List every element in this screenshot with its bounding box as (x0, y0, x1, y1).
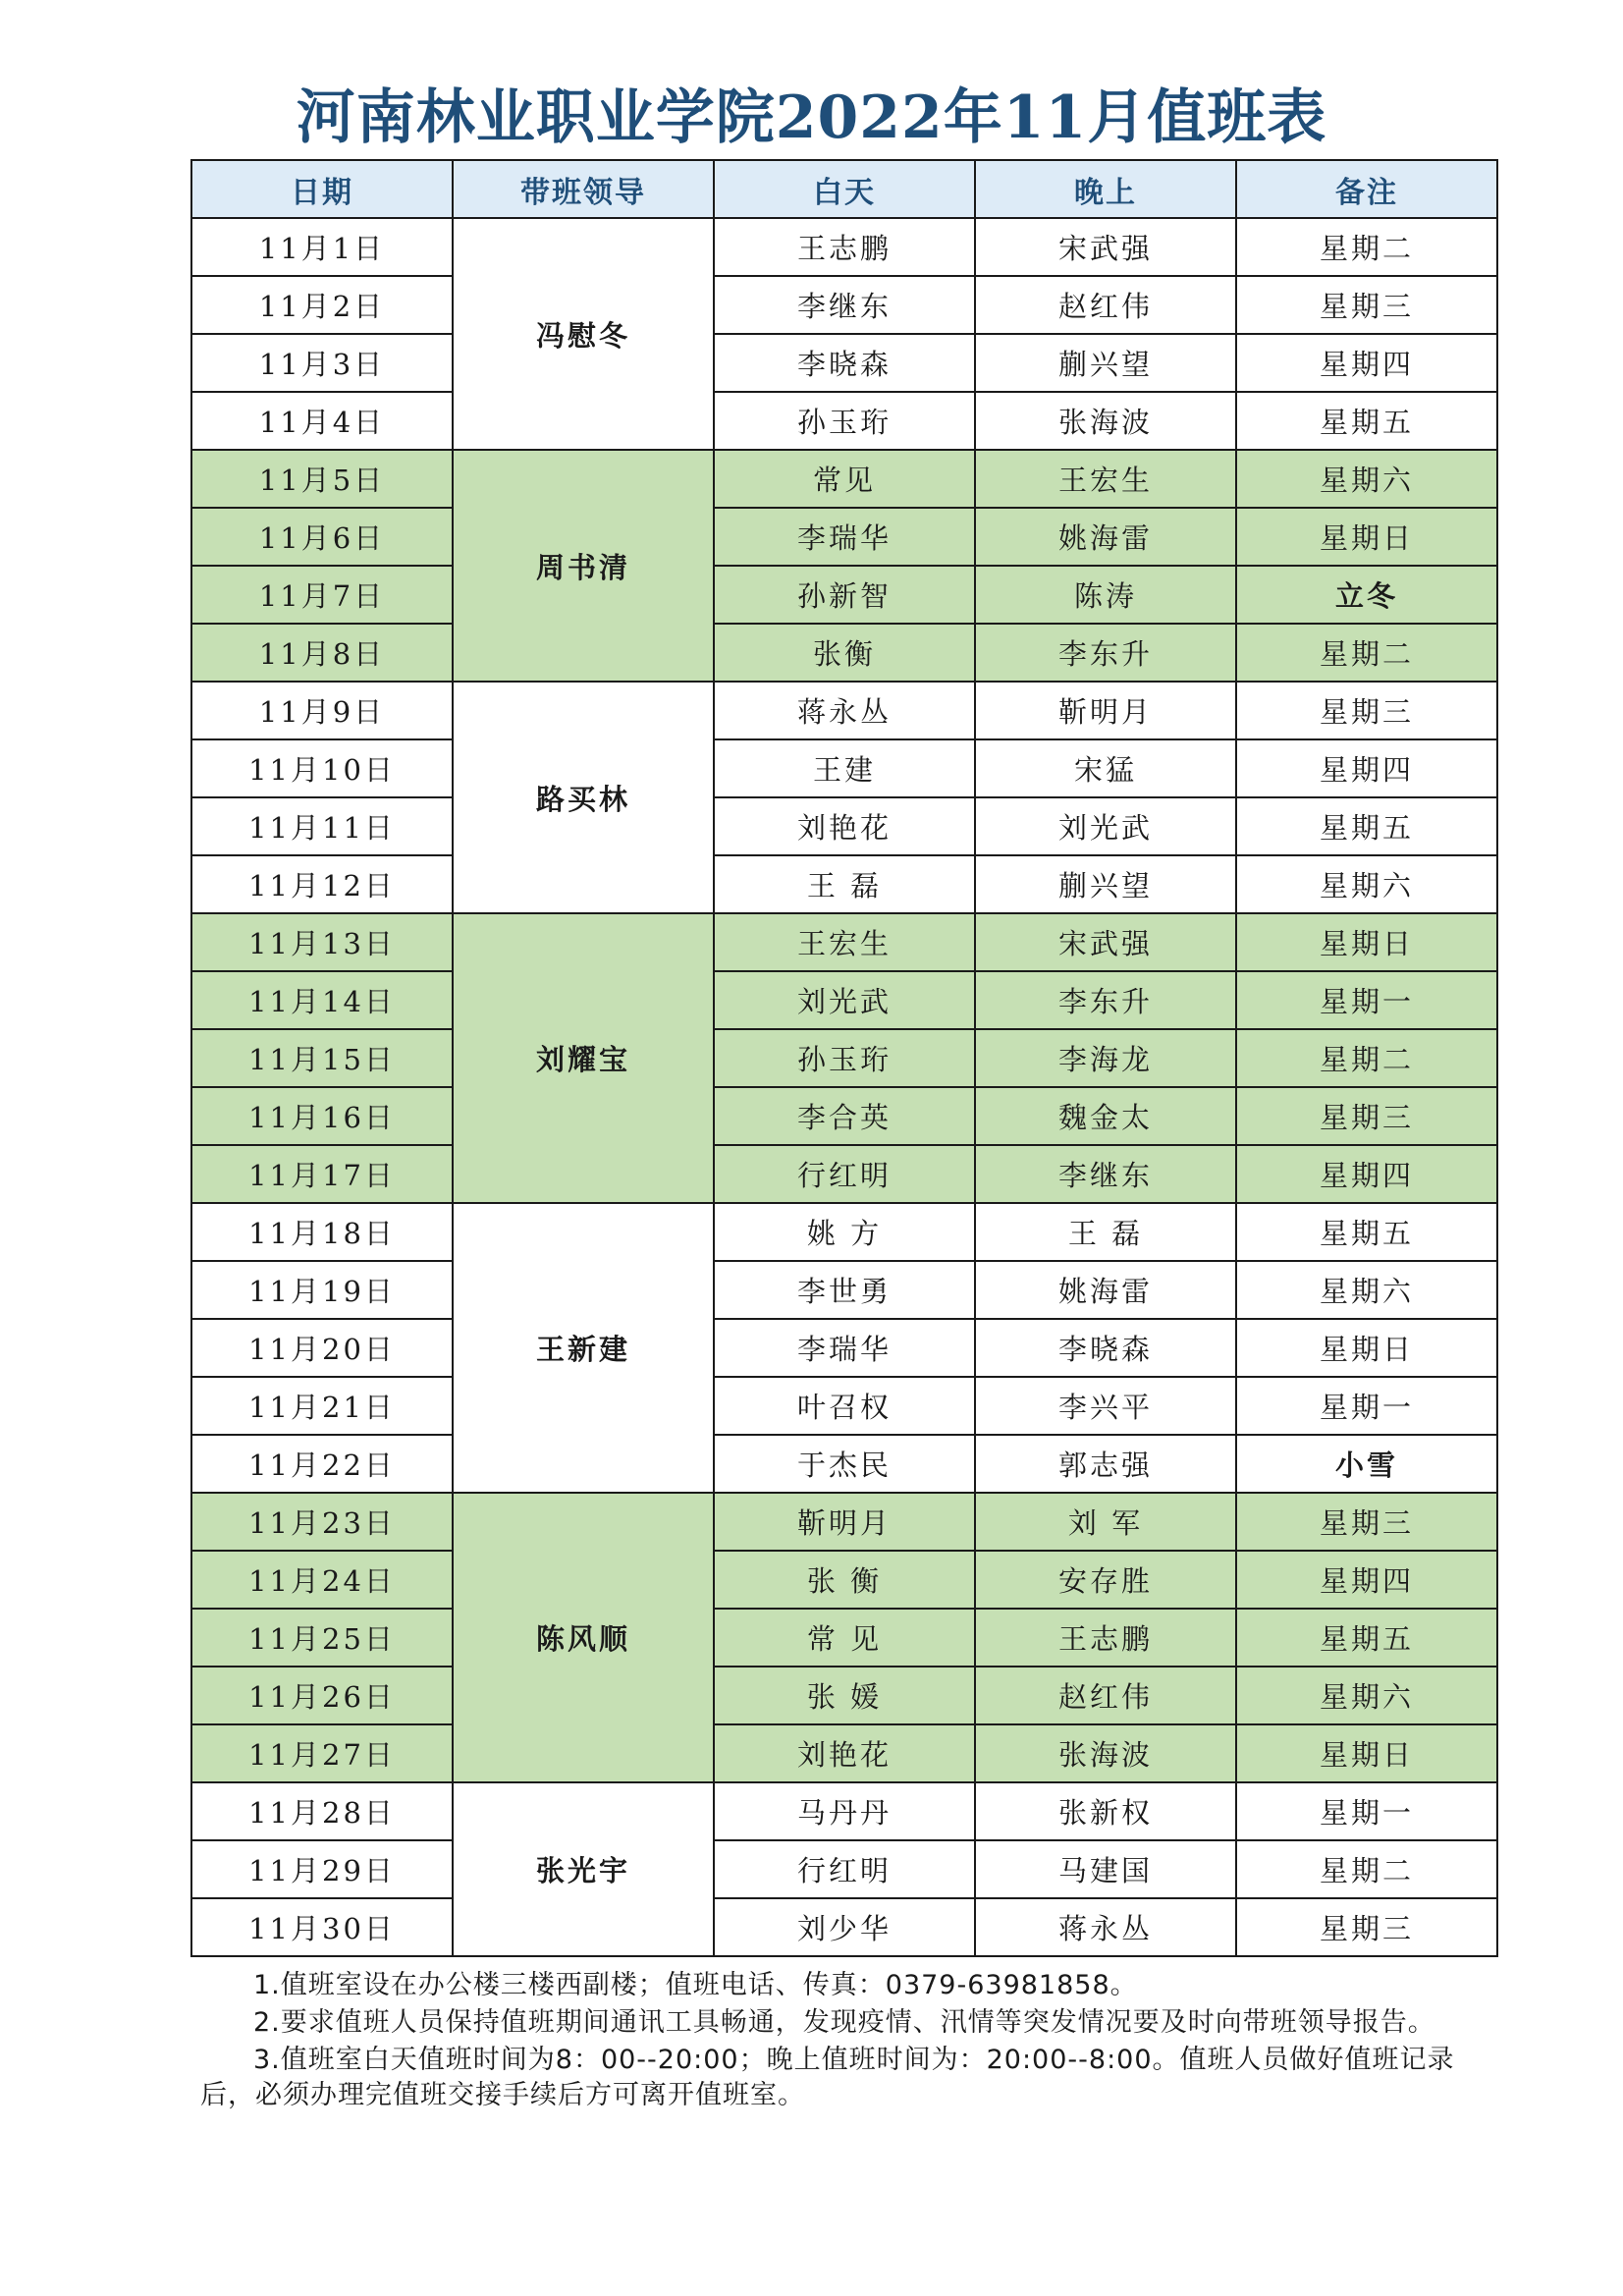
note-cell: 星期二 (1236, 1029, 1497, 1087)
note-cell: 星期四 (1236, 1145, 1497, 1203)
date-cell: 11月16日 (191, 1087, 453, 1145)
table-row (191, 739, 1497, 797)
day-shift-cell: 蒋永丛 (714, 682, 975, 739)
day-shift-cell: 刘少华 (714, 1898, 975, 1956)
night-shift-cell: 姚海雷 (975, 1261, 1236, 1319)
night-shift-cell: 李东升 (975, 971, 1236, 1029)
note-cell: 立冬 (1236, 566, 1497, 624)
table-row (191, 971, 1497, 1029)
day-shift-cell: 姚 方 (714, 1203, 975, 1261)
day-shift-cell: 李瑞华 (714, 1319, 975, 1377)
night-shift-cell: 王 磊 (975, 1203, 1236, 1261)
note-1: 1.值班室设在办公楼三楼西副楼；值班电话、传真：0379-63981858。 (253, 1970, 1138, 2000)
table-row (191, 855, 1497, 913)
note-cell: 星期一 (1236, 971, 1497, 1029)
night-shift-cell: 蒋永丛 (975, 1898, 1236, 1956)
note-cell: 星期四 (1236, 334, 1497, 392)
night-shift-cell: 李海龙 (975, 1029, 1236, 1087)
night-shift-cell: 张海波 (975, 1724, 1236, 1782)
date-cell: 11月26日 (191, 1667, 453, 1724)
table-row (191, 1145, 1497, 1203)
day-shift-cell: 王 磊 (714, 855, 975, 913)
day-shift-cell: 李继东 (714, 276, 975, 334)
day-shift-cell: 王建 (714, 739, 975, 797)
table-row (191, 1377, 1497, 1435)
leader-cell: 冯慰冬 (453, 218, 714, 450)
table-row (191, 1898, 1497, 1956)
day-shift-cell: 王宏生 (714, 913, 975, 971)
table-row (191, 624, 1497, 682)
leader-cell: 周书清 (453, 450, 714, 682)
night-shift-cell: 宋武强 (975, 218, 1236, 276)
header-night-shift: 晚上 (975, 160, 1236, 218)
night-shift-cell: 王志鹏 (975, 1609, 1236, 1667)
day-shift-cell: 靳明月 (714, 1493, 975, 1551)
day-shift-cell: 王志鹏 (714, 218, 975, 276)
night-shift-cell: 赵红伟 (975, 276, 1236, 334)
date-cell: 11月22日 (191, 1435, 453, 1493)
day-shift-cell: 刘光武 (714, 971, 975, 1029)
table-row (191, 1087, 1497, 1145)
note-cell: 星期一 (1236, 1782, 1497, 1840)
table-row (191, 508, 1497, 566)
day-shift-cell: 于杰民 (714, 1435, 975, 1493)
date-cell: 11月4日 (191, 392, 453, 450)
date-cell: 11月23日 (191, 1493, 453, 1551)
day-shift-cell: 李瑞华 (714, 508, 975, 566)
leader-cell: 张光宇 (453, 1782, 714, 1956)
table-row (191, 1840, 1497, 1898)
header-note: 备注 (1236, 160, 1497, 218)
note-cell: 星期日 (1236, 1724, 1497, 1782)
header-date: 日期 (191, 160, 453, 218)
day-shift-cell: 张衡 (714, 624, 975, 682)
date-cell: 11月25日 (191, 1609, 453, 1667)
night-shift-cell: 李继东 (975, 1145, 1236, 1203)
date-cell: 11月12日 (191, 855, 453, 913)
table-body (191, 218, 1497, 1956)
table-row (191, 276, 1497, 334)
table-row (191, 1203, 1497, 1261)
note-cell: 星期三 (1236, 1087, 1497, 1145)
date-cell: 11月15日 (191, 1029, 453, 1087)
date-cell: 11月11日 (191, 797, 453, 855)
date-cell: 11月2日 (191, 276, 453, 334)
day-shift-cell: 常见 (714, 450, 975, 508)
leader-cell: 王新建 (453, 1203, 714, 1493)
note-cell: 星期三 (1236, 1898, 1497, 1956)
night-shift-cell: 李兴平 (975, 1377, 1236, 1435)
note-3: 3.值班室白天值班时间为8：00--20:00；晚上值班时间为：20:00--8:00。值班人员做好值班记录后，必须办理完值班交接手续后方可离开值班室。 (200, 2045, 1455, 2110)
date-cell: 11月24日 (191, 1551, 453, 1609)
day-shift-cell: 李世勇 (714, 1261, 975, 1319)
table-row (191, 913, 1497, 971)
day-shift-cell: 刘艳花 (714, 797, 975, 855)
date-cell: 11月8日 (191, 624, 453, 682)
day-shift-cell: 行红明 (714, 1840, 975, 1898)
date-cell: 11月21日 (191, 1377, 453, 1435)
notes-section (200, 1968, 1492, 2115)
day-shift-cell: 张 媛 (714, 1667, 975, 1724)
night-shift-cell: 宋武强 (975, 913, 1236, 971)
table-row (191, 1435, 1497, 1493)
table-row (191, 1609, 1497, 1667)
table-row (191, 1551, 1497, 1609)
night-shift-cell: 马建国 (975, 1840, 1236, 1898)
note-cell: 星期六 (1236, 450, 1497, 508)
note-2: 2.要求值班人员保持值班期间通讯工具畅通，发现疫情、汛情等突发情况要及时向带班领导报告。 (253, 2007, 1435, 2038)
note-cell: 星期六 (1236, 855, 1497, 913)
note-cell: 星期五 (1236, 392, 1497, 450)
date-cell: 11月30日 (191, 1898, 453, 1956)
leader-cell: 路买林 (453, 682, 714, 913)
table-row (191, 1493, 1497, 1551)
night-shift-cell: 姚海雷 (975, 508, 1236, 566)
header-day-shift: 白天 (714, 160, 975, 218)
date-cell: 11月17日 (191, 1145, 453, 1203)
table-row (191, 1319, 1497, 1377)
note-cell: 星期六 (1236, 1261, 1497, 1319)
leader-cell: 陈风顺 (453, 1493, 714, 1782)
day-shift-cell: 李晓森 (714, 334, 975, 392)
table-row (191, 797, 1497, 855)
note-cell: 星期四 (1236, 739, 1497, 797)
date-cell: 11月1日 (191, 218, 453, 276)
note-cell: 星期日 (1236, 913, 1497, 971)
date-cell: 11月10日 (191, 739, 453, 797)
note-cell: 星期二 (1236, 218, 1497, 276)
night-shift-cell: 陈涛 (975, 566, 1236, 624)
note-cell: 星期三 (1236, 1493, 1497, 1551)
day-shift-cell: 常 见 (714, 1609, 975, 1667)
night-shift-cell: 李东升 (975, 624, 1236, 682)
table-header-row (191, 160, 1497, 218)
date-cell: 11月7日 (191, 566, 453, 624)
date-cell: 11月27日 (191, 1724, 453, 1782)
night-shift-cell: 刘光武 (975, 797, 1236, 855)
note-cell: 星期二 (1236, 1840, 1497, 1898)
date-cell: 11月5日 (191, 450, 453, 508)
table-row (191, 682, 1497, 739)
night-shift-cell: 宋猛 (975, 739, 1236, 797)
date-cell: 11月19日 (191, 1261, 453, 1319)
note-cell: 星期一 (1236, 1377, 1497, 1435)
night-shift-cell: 魏金太 (975, 1087, 1236, 1145)
table-row (191, 1782, 1497, 1840)
page-title: 河南林业职业学院2022年11月值班表 (296, 83, 1327, 152)
date-cell: 11月14日 (191, 971, 453, 1029)
date-cell: 11月9日 (191, 682, 453, 739)
day-shift-cell: 叶召权 (714, 1377, 975, 1435)
table-row (191, 334, 1497, 392)
date-cell: 11月29日 (191, 1840, 453, 1898)
table-row (191, 1724, 1497, 1782)
date-cell: 11月18日 (191, 1203, 453, 1261)
day-shift-cell: 张 衡 (714, 1551, 975, 1609)
night-shift-cell: 张海波 (975, 392, 1236, 450)
note-cell: 星期五 (1236, 1609, 1497, 1667)
night-shift-cell: 王宏生 (975, 450, 1236, 508)
night-shift-cell: 安存胜 (975, 1551, 1236, 1609)
note-cell: 星期五 (1236, 1203, 1497, 1261)
day-shift-cell: 孙新智 (714, 566, 975, 624)
table-row (191, 1029, 1497, 1087)
date-cell: 11月28日 (191, 1782, 453, 1840)
day-shift-cell: 李合英 (714, 1087, 975, 1145)
note-cell: 小雪 (1236, 1435, 1497, 1493)
date-cell: 11月13日 (191, 913, 453, 971)
night-shift-cell: 刘 军 (975, 1493, 1236, 1551)
note-cell: 星期五 (1236, 797, 1497, 855)
note-cell: 星期四 (1236, 1551, 1497, 1609)
note-cell: 星期日 (1236, 1319, 1497, 1377)
night-shift-cell: 蒯兴望 (975, 855, 1236, 913)
note-cell: 星期六 (1236, 1667, 1497, 1724)
table-row (191, 1667, 1497, 1724)
day-shift-cell: 行红明 (714, 1145, 975, 1203)
night-shift-cell: 蒯兴望 (975, 334, 1236, 392)
day-shift-cell: 孙玉珩 (714, 1029, 975, 1087)
night-shift-cell: 赵红伟 (975, 1667, 1236, 1724)
note-cell: 星期日 (1236, 508, 1497, 566)
date-cell: 11月6日 (191, 508, 453, 566)
date-cell: 11月3日 (191, 334, 453, 392)
day-shift-cell: 孙玉珩 (714, 392, 975, 450)
night-shift-cell: 靳明月 (975, 682, 1236, 739)
day-shift-cell: 马丹丹 (714, 1782, 975, 1840)
note-cell: 星期三 (1236, 276, 1497, 334)
date-cell: 11月20日 (191, 1319, 453, 1377)
header-leader: 带班领导 (453, 160, 714, 218)
leader-cell: 刘耀宝 (453, 913, 714, 1203)
note-cell: 星期三 (1236, 682, 1497, 739)
table-row (191, 1261, 1497, 1319)
table-row (191, 392, 1497, 450)
duty-schedule-table (190, 159, 1498, 1957)
note-cell: 星期二 (1236, 624, 1497, 682)
table-row (191, 566, 1497, 624)
day-shift-cell: 刘艳花 (714, 1724, 975, 1782)
night-shift-cell: 郭志强 (975, 1435, 1236, 1493)
night-shift-cell: 张新权 (975, 1782, 1236, 1840)
table-row (191, 218, 1497, 276)
table-row (191, 450, 1497, 508)
night-shift-cell: 李晓森 (975, 1319, 1236, 1377)
